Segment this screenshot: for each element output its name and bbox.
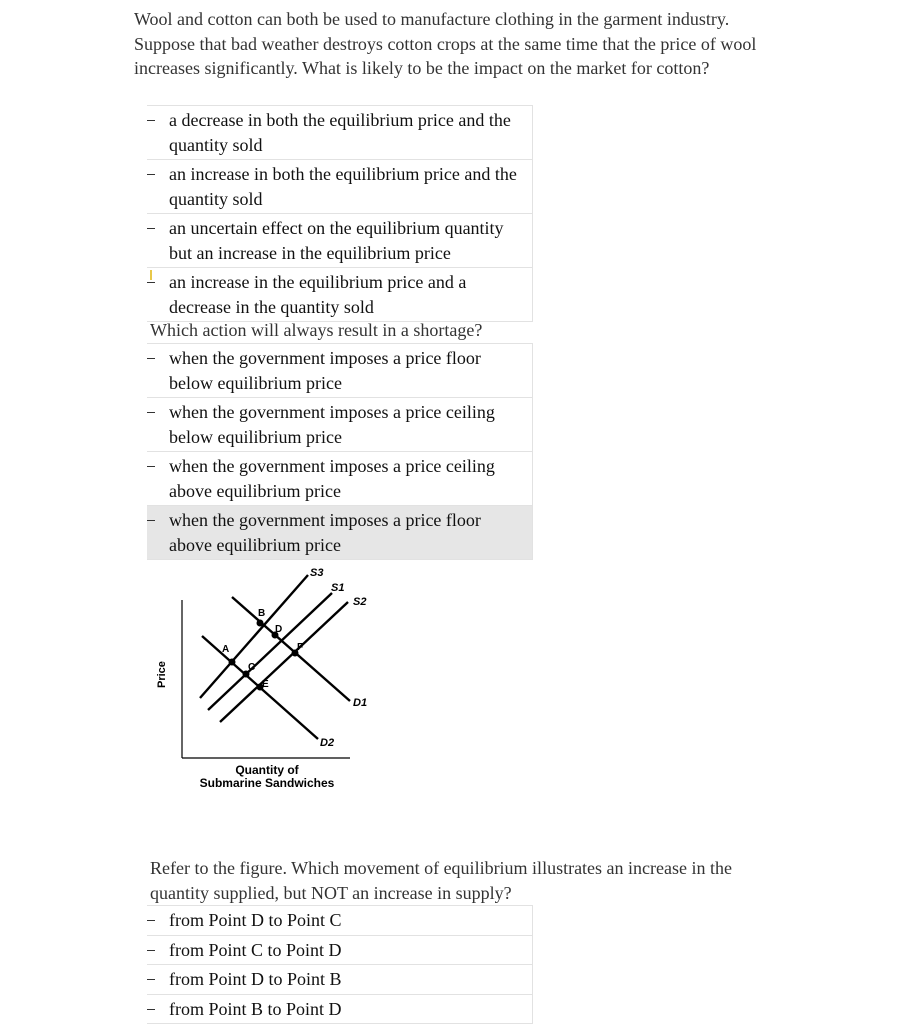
q1-answer-3[interactable] — [147, 213, 533, 267]
question-2-answers — [147, 343, 533, 560]
dash-marker — [147, 999, 155, 1010]
y-axis-label: Price — [156, 661, 168, 688]
q2-answer-2-label: when the government imposes a price ceiling below equilibrium price — [169, 402, 495, 447]
s2-curve — [220, 602, 348, 722]
q3-answer-1[interactable] — [147, 905, 533, 935]
x-axis-label-line2: Submarine Sandwiches — [199, 776, 335, 790]
q1-answer-3-label: an uncertain effect on the equilibrium quantity but an increase in the equilibrium price — [169, 218, 504, 263]
point-e-label: E — [262, 679, 269, 690]
supply-demand-diagram — [150, 560, 370, 800]
dash-marker — [147, 510, 155, 521]
dash-marker — [147, 910, 155, 921]
q1-answer-4[interactable] — [147, 267, 533, 322]
dash-marker — [147, 348, 155, 359]
point-c-label: C — [248, 662, 256, 673]
question-1-answers — [147, 105, 533, 322]
q3-answer-4-label: from Point B to Point D — [169, 998, 342, 1019]
q1-answer-2[interactable] — [147, 159, 533, 213]
q1-answer-4-label: an increase in the equilibrium price and a decrease in the quantity sold — [169, 272, 467, 317]
q1-answer-2-label: an increase in both the equilibrium price and the quantity sold — [169, 164, 517, 209]
q2-answer-4-label: when the government imposes a price floor above equilibrium price — [169, 510, 481, 555]
d1-label: D1 — [353, 697, 368, 709]
question-3-text: Refer to the figure. Which movement of equilibrium illustrates an increase in the quantity supplied, but NOT an increase in supply? — [150, 858, 732, 903]
dash-marker — [147, 402, 155, 413]
q3-answer-4[interactable] — [147, 994, 533, 1024]
question-3-answers — [147, 905, 533, 1024]
x-axis-label-line1: Quantity of — [235, 763, 299, 777]
q3-answer-3[interactable] — [147, 964, 533, 994]
q2-answer-3[interactable] — [147, 451, 533, 505]
q3-answer-1-label: from Point D to Point C — [169, 910, 342, 930]
q2-answer-3-label: when the government imposes a price ceiling above equilibrium price — [169, 456, 495, 501]
s3-label: S3 — [310, 567, 324, 579]
point-a-marker — [229, 659, 236, 666]
dash-marker — [147, 456, 155, 467]
point-d-label: D — [275, 624, 283, 635]
question-2-text: Which action will always result in a shortage? — [150, 320, 483, 340]
q3-answer-2[interactable] — [147, 935, 533, 965]
point-a-label: A — [222, 644, 230, 655]
point-b-marker — [257, 620, 264, 627]
dash-marker — [147, 164, 155, 175]
q1-answer-1-label: a decrease in both the equilibrium price and the quantity sold — [169, 110, 511, 155]
dash-marker — [147, 940, 155, 951]
s1-label: S1 — [331, 582, 345, 594]
q2-answer-1[interactable] — [147, 343, 533, 397]
q3-answer-3-label: from Point D to Point B — [169, 969, 342, 989]
s2-label: S2 — [353, 596, 367, 608]
q2-answer-1-label: when the government imposes a price floor below equilibrium price — [169, 348, 481, 393]
point-b-label: B — [258, 608, 266, 619]
q2-answer-2[interactable] — [147, 397, 533, 451]
supply-demand-figure — [150, 560, 370, 800]
dash-marker — [147, 272, 155, 283]
s3-curve — [200, 575, 308, 698]
dash-marker — [147, 218, 155, 229]
q1-answer-1[interactable] — [147, 105, 533, 159]
dash-marker — [147, 110, 155, 121]
dash-marker — [147, 969, 155, 980]
d2-label: D2 — [320, 737, 335, 749]
point-f-label: F — [297, 642, 304, 653]
q2-answer-4[interactable] — [147, 505, 533, 560]
d1-curve — [232, 597, 350, 701]
q3-answer-2-label: from Point C to Point D — [169, 939, 342, 960]
question-1-text: Wool and cotton can both be used to manufacture clothing in the garment industry. Suppose that bad weather destroys cotton crops at the same time that the price of wool increases significantly. What is likely to be the impact on the market for cotton? — [134, 9, 757, 78]
